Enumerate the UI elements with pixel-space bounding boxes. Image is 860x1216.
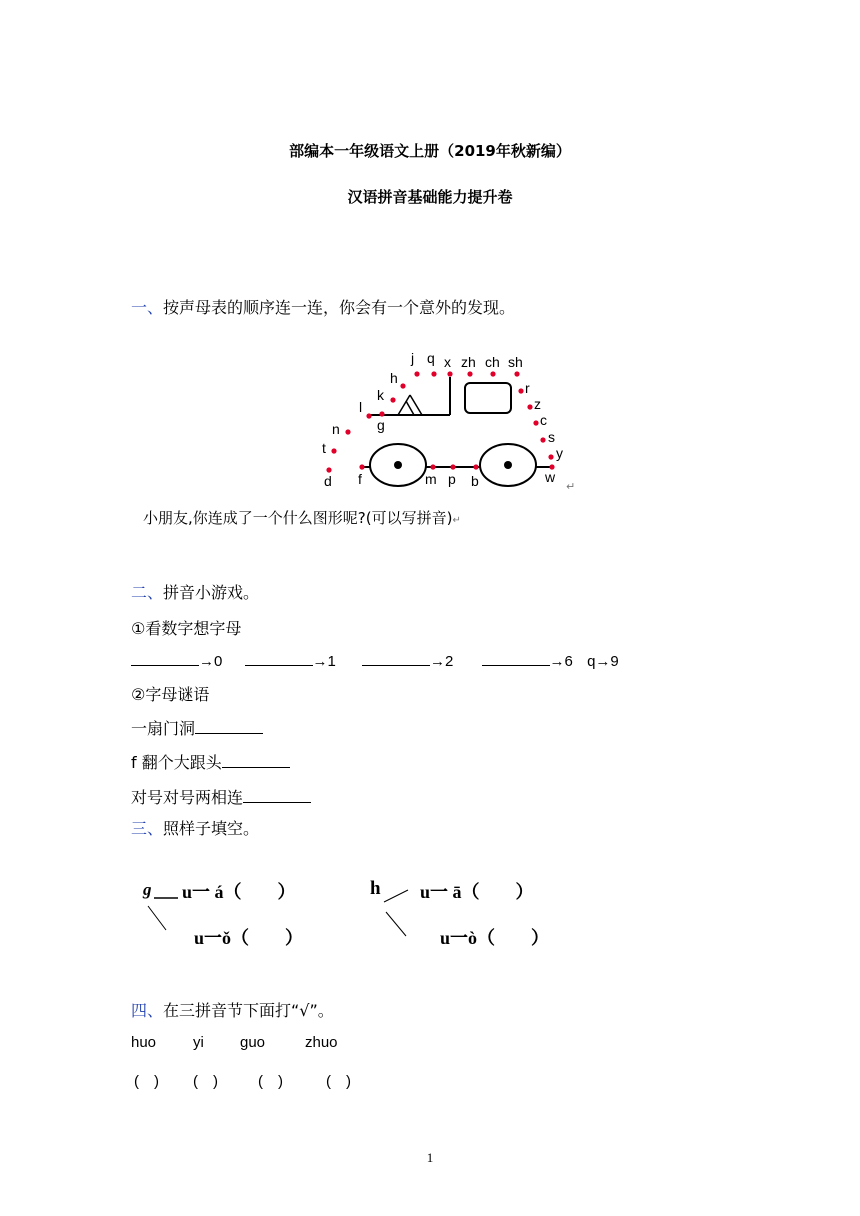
example1-bottom: u一ǒ（ ） <box>194 928 304 948</box>
syllable-huo: huo <box>131 1034 157 1051</box>
check-box-yi[interactable]: ( ) <box>193 1073 218 1090</box>
letter-b: b <box>471 473 479 489</box>
example2-bottom: u一ò（ ） <box>440 928 550 948</box>
riddle-1-text: 一扇门洞 <box>131 719 196 738</box>
letter-q: q <box>427 350 435 366</box>
section2-number: 二、 <box>131 583 164 602</box>
letter-f: f <box>358 471 362 487</box>
letter-w: w <box>545 469 556 485</box>
riddle-2 <box>131 750 290 773</box>
letter-x: x <box>444 354 451 370</box>
arrow-0: →0 <box>199 653 223 670</box>
dot-b <box>473 464 478 469</box>
section1-number: 一、 <box>131 298 164 317</box>
line-h-top <box>384 890 408 902</box>
dot-h <box>400 383 405 388</box>
dot-z <box>527 404 532 409</box>
letter-z: z <box>534 396 541 412</box>
dot-j <box>414 371 419 376</box>
dot-n <box>345 429 350 434</box>
dot-t <box>331 448 336 453</box>
dot-d <box>326 467 331 472</box>
page-subtitle: 汉语拼音基础能力提升卷 <box>347 188 513 206</box>
arrow-6: →6 <box>549 653 573 670</box>
letter-n: n <box>332 421 340 437</box>
letter-p: p <box>448 471 456 487</box>
dot-sh <box>514 371 519 376</box>
section3-text: 照样子填空。 <box>163 819 260 838</box>
letter-d: d <box>324 473 332 489</box>
arrow-1: →1 <box>312 653 336 670</box>
dot-f <box>359 464 364 469</box>
section3-number: 三、 <box>131 819 164 838</box>
riddle-3-text: 对号对号两相连 <box>131 788 244 807</box>
arrow-2: →2 <box>430 653 454 670</box>
page-number: 1 <box>426 1150 434 1165</box>
q-to-9: q→9 <box>587 653 619 670</box>
initial-g: g <box>143 880 152 899</box>
section2-sub1: ①看数字想字母 <box>131 619 242 638</box>
check-box-huo[interactable]: ( ) <box>134 1073 159 1090</box>
syllable-yi: yi <box>193 1034 204 1051</box>
dot-x <box>447 371 452 376</box>
riddle-1 <box>131 716 263 739</box>
car-dot-puzzle <box>310 345 590 505</box>
letter-r: r <box>525 380 530 396</box>
section1-question <box>143 507 461 528</box>
answer-blank[interactable] <box>222 753 290 768</box>
answer-blank[interactable] <box>362 651 430 666</box>
letter-c: c <box>540 412 547 428</box>
letter-h: h <box>390 370 398 386</box>
letter-sh: sh <box>508 354 523 370</box>
dot-p <box>450 464 455 469</box>
initial-h: h <box>370 878 381 899</box>
section2-heading <box>131 580 259 603</box>
section2-text: 拼音小游戏。 <box>163 583 260 602</box>
riddle-3 <box>131 785 311 808</box>
letter-y: y <box>556 445 563 461</box>
letter-m: m <box>425 471 437 487</box>
section1-text: 按声母表的顺序连一连，你会有一个意外的发现。 <box>163 298 516 317</box>
letter-t: t <box>322 440 326 456</box>
letter-zh: zh <box>461 354 476 370</box>
car-window <box>465 383 511 413</box>
example2-top: u一 ā（ ） <box>420 882 534 902</box>
dot-y <box>548 454 553 459</box>
line-g-bottom <box>148 906 166 930</box>
page-title: 部编本一年级语文上册（2019年秋新编） <box>289 142 571 160</box>
section2-sub2: ②字母谜语 <box>131 685 210 704</box>
dot-c <box>533 420 538 425</box>
dot-ch <box>490 371 495 376</box>
letter-g: g <box>377 417 385 433</box>
letter-l: l <box>359 399 363 415</box>
section1-heading <box>131 295 515 318</box>
letter-j: j <box>411 350 415 366</box>
example1-top: u一 á（ ） <box>182 882 296 902</box>
check-box-guo[interactable]: ( ) <box>258 1073 283 1090</box>
answer-blank[interactable] <box>482 651 550 666</box>
section3-heading <box>131 816 259 839</box>
section4-text: 在三拼音节下面打“√”。 <box>163 1001 334 1020</box>
section4-heading <box>131 998 334 1021</box>
section4-number: 四、 <box>131 1001 164 1020</box>
answer-blank[interactable] <box>131 651 199 666</box>
dot-m <box>430 464 435 469</box>
syllable-zhuo: zhuo <box>305 1034 338 1051</box>
dot-r <box>518 388 523 393</box>
dot-zh <box>467 371 472 376</box>
dot-g <box>379 411 384 416</box>
number-letter-row <box>131 651 619 670</box>
check-box-zhuo[interactable]: ( ) <box>326 1073 351 1090</box>
dot-l <box>366 413 371 418</box>
steering-line-c <box>406 401 414 415</box>
dot-s <box>540 437 545 442</box>
front-hub <box>394 461 402 469</box>
return-mark-icon: ↵ <box>452 515 461 526</box>
section1-question-text: 小朋友,你连成了一个什么图形呢?(可以写拼音) <box>143 509 453 527</box>
answer-blank[interactable] <box>245 651 313 666</box>
riddle-2-text: f 翻个大跟头 <box>131 753 222 772</box>
syllable-guo: guo <box>240 1034 266 1051</box>
rear-hub <box>504 461 512 469</box>
return-mark-icon: ↵ <box>566 480 576 493</box>
letter-ch: ch <box>485 354 500 370</box>
letter-s: s <box>548 429 555 445</box>
answer-blank[interactable] <box>243 788 311 803</box>
letter-k: k <box>377 387 384 403</box>
dot-q <box>431 371 436 376</box>
dot-k <box>390 397 395 402</box>
line-h-bottom <box>386 912 406 936</box>
answer-blank[interactable] <box>195 719 263 734</box>
